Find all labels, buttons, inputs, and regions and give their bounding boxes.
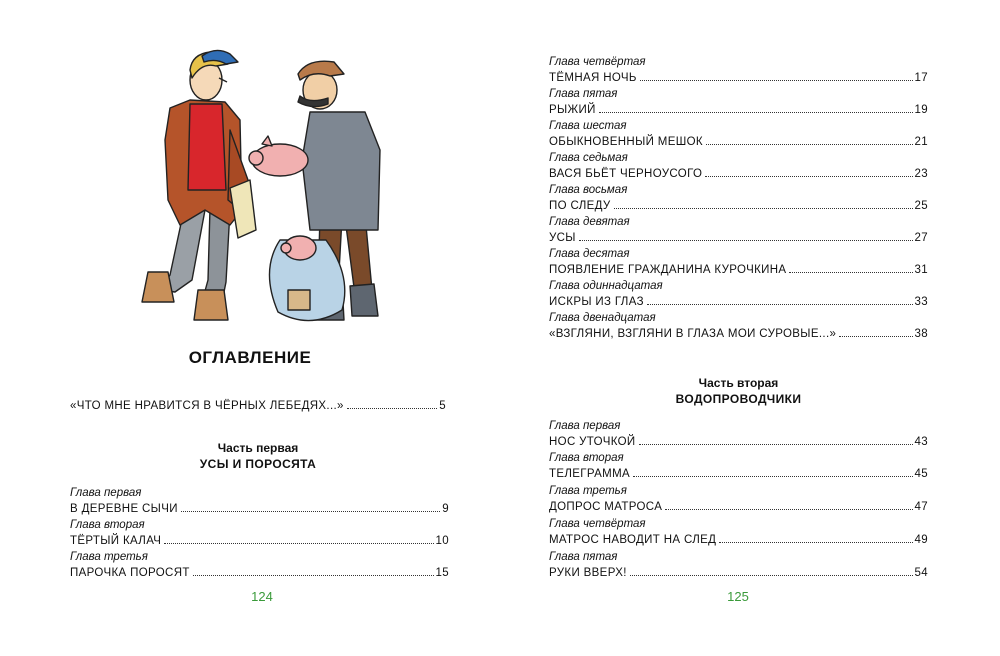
leader-dots (614, 208, 913, 209)
chapter-page: 43 (914, 436, 928, 448)
toc-title: ОГЛАВЛЕНИЕ (188, 348, 312, 367)
toc-entry (549, 87, 928, 118)
chapter-title: ТЁМНАЯ НОЧЬ (549, 72, 637, 84)
chapter-label: Глава двенадцатая (549, 312, 656, 324)
chapter-label: Глава четвёртая (549, 518, 646, 530)
chapter-title: ПОЯВЛЕНИЕ ГРАЖДАНИНА КУРОЧКИНА (549, 264, 787, 276)
toc-entry (549, 55, 928, 86)
chapter-title: ДОПРОС МАТРОСА (549, 501, 663, 513)
part2-heading (549, 375, 928, 407)
chapter-label: Глава девятая (549, 216, 630, 228)
chapter-label: Глава седьмая (549, 152, 628, 164)
leader-dots (599, 112, 913, 113)
chapter-page: 47 (914, 501, 928, 513)
chapter-title: ПО СЛЕДУ (549, 200, 611, 212)
leader-dots (630, 575, 913, 576)
leader-dots (181, 511, 440, 512)
part2-label: Часть вторая (698, 376, 779, 390)
leader-dots (705, 176, 912, 177)
chapter-label: Глава вторая (70, 519, 145, 531)
toc-entry (549, 419, 928, 450)
leader-dots (164, 543, 433, 544)
toc-entry (549, 517, 928, 548)
chapter-title: РЫЖИЙ (549, 104, 596, 116)
toc-entry (549, 247, 928, 278)
leader-dots (633, 476, 912, 477)
leader-dots (719, 542, 912, 543)
page-number-left: 124 (251, 589, 273, 604)
chapter-title: ПАРОЧКА ПОРОСЯТ (70, 567, 190, 579)
chapter-label: Глава десятая (549, 248, 630, 260)
chapter-label: Глава четвёртая (549, 56, 646, 68)
chapter-label: Глава первая (549, 420, 621, 432)
chapter-page: 27 (914, 232, 928, 244)
chapter-title: «ВЗГЛЯНИ, ВЗГЛЯНИ В ГЛАЗА МОИ СУРОВЫЕ...» (549, 328, 837, 340)
chapter-label: Глава восьмая (549, 184, 628, 196)
chapter-label: Глава третья (549, 485, 627, 497)
chapter-label: Глава третья (70, 551, 148, 563)
leader-dots (839, 336, 912, 337)
toc-entry (549, 215, 928, 246)
part2-title: ВОДОПРОВОДЧИКИ (675, 392, 802, 406)
leader-dots (579, 240, 913, 241)
toc-entry (549, 279, 928, 310)
chapter-page: 45 (914, 468, 928, 480)
right-page (500, 0, 1000, 656)
chapter-page: 31 (914, 264, 928, 276)
chapter-label: Глава вторая (549, 452, 624, 464)
toc-entry (549, 119, 928, 150)
chapter-page: 21 (914, 136, 928, 148)
toc-entry (549, 183, 928, 214)
chapter-title: РУКИ ВВЕРХ! (549, 567, 627, 579)
leader-dots (640, 80, 913, 81)
leader-dots (706, 144, 913, 145)
chapter-page: 19 (914, 104, 928, 116)
chapter-title: ВАСЯ БЬЁТ ЧЕРНОУСОГО (549, 168, 703, 180)
chapter-title: ОБЫКНОВЕННЫЙ МЕШОК (549, 136, 703, 148)
chapter-title: В ДЕРЕВНЕ СЫЧИ (70, 503, 178, 515)
intro-page: 5 (439, 400, 446, 412)
leader-dots (647, 304, 913, 305)
chapter-page: 38 (914, 328, 928, 340)
chapter-title: ИСКРЫ ИЗ ГЛАЗ (549, 296, 644, 308)
toc-entry (70, 486, 449, 517)
page-number-right: 125 (727, 589, 749, 604)
part1-heading (70, 440, 446, 472)
chapter-page: 17 (914, 72, 928, 84)
chapter-page: 54 (914, 567, 928, 579)
leader-dots (193, 575, 434, 576)
chapter-title: НОС УТОЧКОЙ (549, 436, 636, 448)
chapter-page: 25 (914, 200, 928, 212)
toc-entry (549, 484, 928, 515)
chapter-title: УСЫ (549, 232, 576, 244)
chapter-page: 23 (914, 168, 928, 180)
toc-entry (549, 311, 928, 342)
toc-entry (549, 451, 928, 482)
chapter-label: Глава первая (70, 487, 142, 499)
chapter-label: Глава пятая (549, 88, 618, 100)
two-men-with-piglets-illustration (130, 40, 400, 330)
part1-title: УСЫ И ПОРОСЯТА (199, 457, 317, 471)
toc-entry (70, 518, 449, 549)
chapter-page: 33 (914, 296, 928, 308)
chapter-page: 9 (442, 503, 449, 515)
intro-entry (70, 398, 446, 414)
leader-dots (789, 272, 912, 273)
chapter-label: Глава одиннадцатая (549, 280, 663, 292)
leader-dots (347, 408, 437, 409)
chapter-title: МАТРОС НАВОДИТ НА СЛЕД (549, 534, 717, 546)
chapter-title: ТЕЛЕГРАММА (549, 468, 631, 480)
chapter-page: 10 (435, 535, 449, 547)
chapter-label: Глава пятая (549, 551, 618, 563)
chapter-page: 49 (914, 534, 928, 546)
chapter-title: ТЁРТЫЙ КАЛАЧ (70, 535, 162, 547)
chapter-page: 15 (435, 567, 449, 579)
leader-dots (665, 509, 912, 510)
toc-entry (549, 151, 928, 182)
toc-entry (549, 550, 928, 581)
intro-title: «ЧТО МНЕ НРАВИТСЯ В ЧЁРНЫХ ЛЕБЕДЯХ...» (70, 400, 344, 412)
part1-label: Часть первая (217, 441, 299, 455)
chapter-label: Глава шестая (549, 120, 627, 132)
toc-entry (70, 550, 449, 581)
leader-dots (639, 444, 913, 445)
